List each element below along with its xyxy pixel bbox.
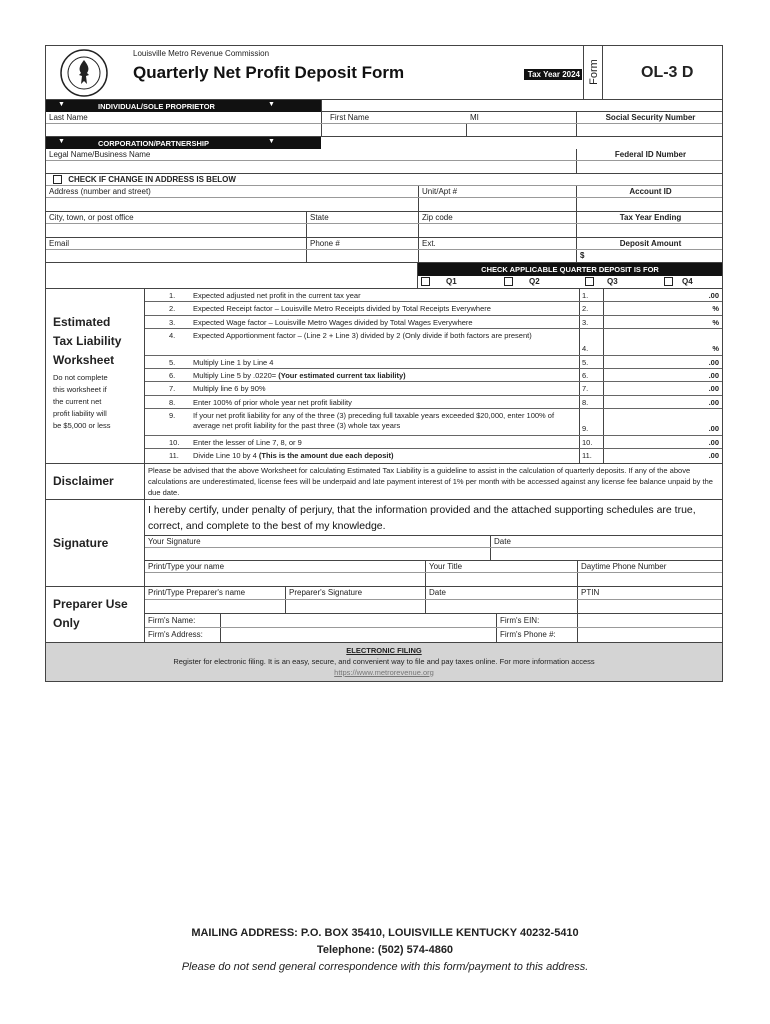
electronic-filing-box [46,643,722,681]
phone-input[interactable] [306,250,418,262]
preparer-label-line2: Only [53,616,80,631]
worksheet-lines [145,289,722,463]
worksheet-line [145,356,722,369]
line-text-bold: (Your estimated current tax liability) [278,371,406,381]
mailing-phone: Telephone: (502) 574-4860 [316,944,454,956]
address-change-label: CHECK IF CHANGE IN ADDRESS IS BELOW [68,175,236,184]
firm-ein-input[interactable] [577,614,724,627]
email-input[interactable] [46,250,306,262]
firm-name-label: Firm's Name: [148,615,196,625]
signature-label: Signature [46,500,145,586]
address-labels-row [46,186,722,198]
print-name-label: Print/Type your name [148,561,225,571]
worksheet-title-2: Tax Liability [53,334,122,348]
firm-phone-label: Firm's Phone #: [496,628,577,643]
line-text-main: Enter the lesser of Line 7, 8, or 9 [193,438,302,448]
line-value-input[interactable]: .00 [603,382,724,394]
line-number: 6. [169,371,176,381]
preparer-name-field[interactable] [145,587,285,613]
worksheet-line [145,382,722,395]
firm-name-row [145,614,722,628]
line-value-input[interactable]: .00 [603,356,724,368]
line-text [193,291,577,301]
note-line: profit liability will [53,409,107,418]
worksheet-line [145,436,722,449]
line-number: 5. [169,357,176,367]
line-number: 9. [169,411,176,421]
tax-liability-worksheet [46,289,722,464]
line-box-number: 11. [579,449,603,462]
firm-address-input[interactable] [220,628,496,643]
line-text [193,318,577,328]
line-box-number: 3. [579,316,603,328]
ssn-input[interactable] [576,124,724,136]
quarter-q4[interactable] [664,277,693,286]
ptin-label: PTIN [581,587,600,597]
line-value-input[interactable]: % [603,329,724,355]
dropdown-arrow-icon: ▼ [58,101,65,108]
worksheet-note [53,372,140,432]
line-box-number: 4. [579,329,603,355]
line-text-main: Multiply line 6 by 90% [193,384,266,394]
city-labels-row [46,212,722,224]
firm-ein-label: Firm's EIN: [496,614,577,627]
worksheet-line [145,396,722,409]
disclaimer-section [46,464,722,500]
q1-checkbox[interactable] [421,277,430,286]
unit-input[interactable] [418,198,576,211]
disclaimer-text: Please be advised that the above Worksheet for calculating Estimated Tax Liability is a guideline to assist in the calculation of quarterly deposits. If any of the above calculations are underestimated, license fees will be underpaid and late payment interest of 1% per month with be accessed against any license fee balance unpaid by the due date. [148,465,713,497]
line-number: 7. [169,384,176,394]
line-text-main: Expected Wage factor – Louisville Metro Wages divided by Total Wages Everywhere [193,317,473,327]
line-text-main: Divide Line 10 by 4 [193,451,257,461]
corporation-bar-row [46,137,722,149]
line-box-number: 2. [579,302,603,314]
legal-name-input[interactable] [46,161,576,173]
note-line: be $5,000 or less [53,421,111,430]
line-number: 10. [169,438,180,448]
address-change-row [46,174,722,186]
worksheet-line [145,449,722,462]
line-box-number: 8. [579,396,603,408]
form-word-box [583,46,603,100]
commission-name: Louisville Metro Revenue Commission [133,49,270,58]
individual-bar-row [46,100,722,112]
first-name-label: First Name [321,112,466,123]
line-value-input[interactable]: .00 [603,409,724,435]
account-id-label: Account ID [576,186,724,197]
your-title-field[interactable] [425,561,577,587]
line-text-bold: (This is the amount due each deposit) [258,451,394,461]
line-text [193,358,577,368]
line-text [193,371,577,381]
quarter-q2[interactable] [504,277,540,286]
tax-year-ending-label: Tax Year Ending [576,212,724,223]
line-box-number: 7. [579,382,603,394]
individual-dropdown[interactable] [46,100,321,112]
dropdown-arrow-icon: ▼ [268,101,275,108]
deposit-amount-label: Deposit Amount [576,238,724,249]
line-text [193,438,577,448]
line-value-input[interactable]: .00 [603,396,724,408]
quarter-q3[interactable] [585,277,618,286]
form-header [46,46,722,100]
signature-date-field[interactable] [490,536,724,560]
email-label: Email [49,239,70,248]
corporation-labels-row [46,149,722,161]
line-value-input[interactable]: .00 [603,449,724,462]
firm-phone-input[interactable] [577,628,724,643]
firm-address-row [145,628,722,643]
worksheet-line [145,316,722,329]
quarter-section [46,263,722,289]
your-title-label: Your Title [429,561,463,571]
preparer-name-label: Print/Type Preparer's name [148,587,246,597]
line-text [193,411,577,431]
q1-label: Q1 [446,277,457,286]
street-label: Address (number and street) [49,187,151,196]
line-number: 4. [169,330,176,340]
fein-input[interactable] [576,161,724,173]
mailing-address: MAILING ADDRESS: P.O. BOX 35410, LOUISVILLE KENTUCKY 40232-5410 [191,927,579,939]
worksheet-title-1: Estimated [53,315,111,329]
form-code: OL-3 D [641,64,694,81]
line-box-number: 10. [579,436,603,448]
line-box-number: 1. [579,289,603,301]
worksheet-label [46,289,145,463]
ext-label: Ext. [418,238,576,249]
print-name-field[interactable] [145,561,425,587]
preparer-date-label: Date [429,587,446,597]
daytime-phone-label: Daytime Phone Number [581,561,667,571]
q4-checkbox[interactable] [664,277,673,286]
form-word: Form [588,59,600,85]
line-box-number: 5. [579,356,603,368]
signature-section [46,500,722,587]
q3-label: Q3 [607,277,618,286]
note-line: this worksheet if [53,385,107,394]
city-input[interactable] [46,224,306,237]
q2-checkbox[interactable] [504,277,513,286]
individual-inputs-row [46,124,722,137]
line-box-number: 6. [579,369,603,381]
efiling-link[interactable]: https://www.metrorevenue.org [334,667,434,677]
individual-label: INDIVIDUAL/SOLE PROPRIETOR [98,102,215,111]
state-label: State [306,212,418,223]
line-text-main: Multiply Line 1 by Line 4 [193,357,274,367]
preparer-signature-label: Preparer's Signature [289,587,363,597]
your-signature-label: Your Signature [148,536,201,546]
last-name-input[interactable] [46,124,321,136]
daytime-phone-field[interactable] [577,561,724,587]
efiling-text: Register for electronic filing. It is an easy, secure, and convenient way to file and pay taxes online. For more information access [173,656,595,666]
line-number: 2. [169,304,176,314]
individual-labels-row [46,112,722,124]
corporation-inputs-row [46,161,722,174]
signature-row [145,535,722,561]
louisville-seal-icon [60,49,108,97]
q4-label: Q4 [682,277,693,286]
corporation-dropdown[interactable] [46,137,321,149]
dollar-sign: $ [580,251,585,260]
worksheet-title-3: Worksheet [53,353,115,367]
note-line: Do not complete [53,373,108,382]
line-value-input[interactable]: .00 [603,289,724,301]
line-number: 11. [169,451,179,461]
dropdown-arrow-icon: ▼ [58,138,65,145]
line-number: 1. [169,291,176,300]
your-signature-field[interactable] [145,536,490,560]
line-text [193,384,577,394]
mi-label: MI [470,113,479,122]
line-text-main: Expected adjusted net profit in the current tax year [193,291,361,300]
zip-label: Zip code [418,212,576,223]
last-name-label: Last Name [49,113,88,122]
preparer-label-line1: Preparer Use [53,597,128,612]
fein-label: Federal ID Number [576,149,724,160]
quarterly-deposit-form [45,45,723,682]
note-line: the current net [53,397,102,406]
quarter-header: CHECK APPLICABLE QUARTER DEPOSIT IS FOR [418,263,722,276]
line-value-input[interactable]: % [603,316,724,328]
preparer-row [145,587,722,614]
zip-input[interactable] [418,224,576,237]
city-inputs-row [46,224,722,238]
worksheet-line [145,369,722,382]
address-inputs-row [46,198,722,212]
quarter-q1[interactable] [421,277,457,286]
preparer-section [46,587,722,643]
line-text-main: If your net profit liability for any of the three (3) preceding full taxable years exceeded $20,000, enter 100% of average net profit liability for the past three (3) whole tax years [193,411,555,431]
firm-name-input[interactable] [220,614,496,627]
q2-label: Q2 [529,277,540,286]
line-number: 8. [169,397,176,407]
line-value-input[interactable]: % [603,302,724,314]
street-input[interactable] [46,198,418,211]
legal-name-label: Legal Name/Business Name [49,150,151,159]
email-inputs-row [46,250,722,263]
line-number: 3. [169,317,176,327]
mi-input[interactable] [466,124,576,136]
state-input[interactable] [306,224,418,237]
certify-statement: I hereby certify, under penalty of perjury, that the information provided and the attached supporting schedules are true, correct, and complete to the best of my knowledge. [148,503,696,532]
line-value-input[interactable]: .00 [603,369,724,381]
line-text [193,451,577,461]
first-name-input[interactable] [321,124,466,136]
line-text [193,398,577,408]
email-labels-row [46,238,722,250]
unit-label: Unit/Apt # [418,186,576,197]
line-text-main: Expected Apportionment factor – (Line 2 + Line 3) divided by 2 (Only divide if both factors are present) [193,330,532,340]
city-label: City, town, or post office [49,213,134,222]
form-title: Quarterly Net Profit Deposit Form [133,63,405,82]
worksheet-line [145,329,722,356]
preparer-label [46,587,145,642]
line-text-main: Expected Receipt factor – Louisville Metro Receipts divided by Total Receipts Everywhere [193,304,491,314]
efiling-title: ELECTRONIC FILING [346,645,422,655]
line-text-main: Multiply Line 5 by .0220= [193,371,277,381]
line-box-number: 9. [579,409,603,435]
tax-year-badge: Tax Year 2024 [524,69,582,80]
preparer-date-field[interactable] [425,587,577,613]
address-change-checkbox[interactable] [53,175,62,184]
worksheet-line [145,409,722,436]
line-text [193,331,577,341]
worksheet-line [145,302,722,315]
preparer-signature-field[interactable] [285,587,425,613]
mailing-note: Please do not send general correspondence with this form/payment to this address. [181,961,589,973]
ssn-label: Social Security Number [576,112,724,123]
ext-input[interactable] [418,250,576,262]
phone-label: Phone # [306,238,418,249]
disclaimer-label: Disclaimer [46,464,145,499]
dropdown-arrow-icon: ▼ [268,138,275,145]
account-id-input[interactable] [576,198,724,211]
line-text-main: Enter 100% of prior whole year net profit liability [193,397,352,407]
tax-year-ending-input[interactable] [576,224,724,237]
deposit-amount-input[interactable] [576,250,724,262]
line-value-input[interactable]: .00 [603,436,724,448]
print-name-row [145,561,722,587]
q3-checkbox[interactable] [585,277,594,286]
ptin-field[interactable] [577,587,724,613]
line-text [193,304,577,314]
signature-date-label: Date [494,536,511,546]
corporation-label: CORPORATION/PARTNERSHIP [98,139,209,148]
worksheet-line [145,289,722,302]
firm-address-label: Firm's Address: [148,629,203,639]
